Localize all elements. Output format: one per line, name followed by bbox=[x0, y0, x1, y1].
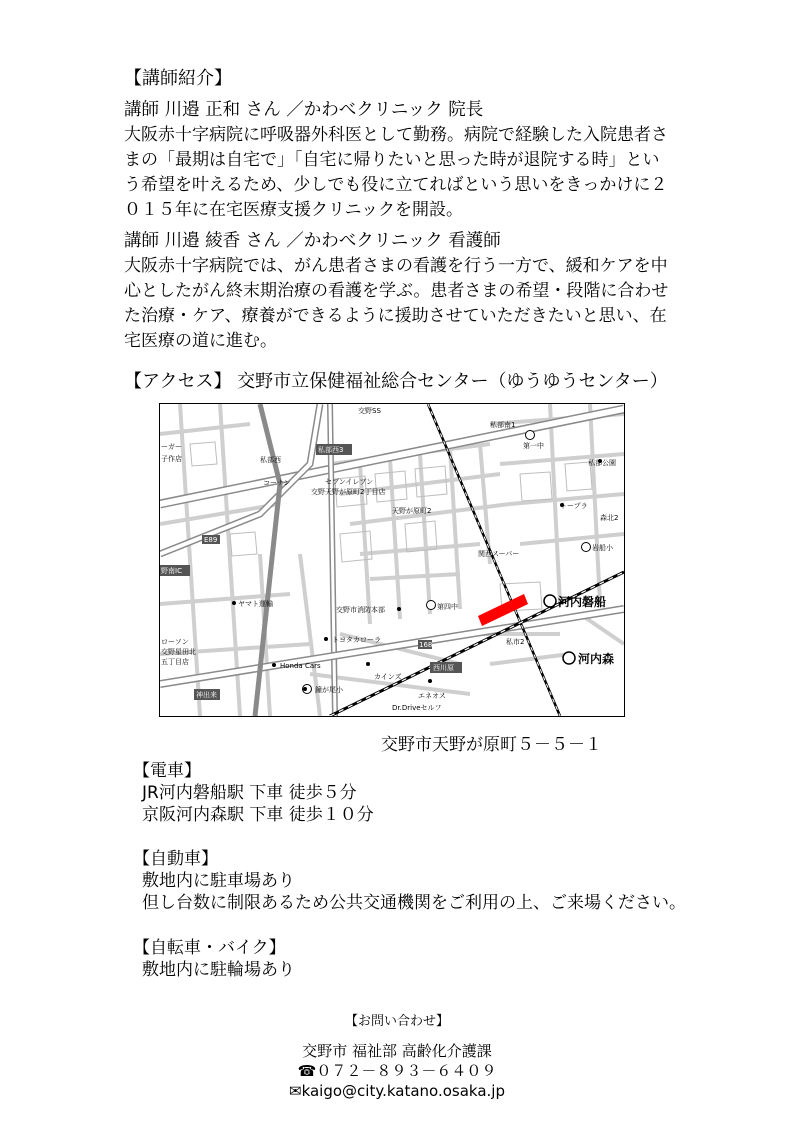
map-image bbox=[160, 404, 624, 716]
map-label-kisabe-nishi3: 私部西3 bbox=[318, 446, 344, 454]
contact-phone: ☎０７２－８９３－６４０９ bbox=[297, 1062, 497, 1080]
map-label-amanogahara2: 天野が原町2 bbox=[392, 507, 432, 515]
access-map bbox=[159, 403, 625, 717]
transport-car-line-1: 敷地内に駐車場あり bbox=[142, 871, 295, 891]
lecturer-1-name: 講師 川邉 正和 さん ／かわべクリニック 院長 bbox=[124, 100, 484, 120]
map-label-kisaichi2: 私市2 bbox=[506, 638, 525, 646]
map-label-cainz: カインズ bbox=[374, 673, 402, 681]
map-label-honda: Honda Cars bbox=[280, 662, 321, 670]
map-label-shobo: 交野市消防本部 bbox=[336, 606, 385, 614]
map-label-daiichi-chu: 第一中 bbox=[523, 442, 544, 450]
map-label-seven1: セブンイレブン bbox=[325, 478, 374, 486]
lecturer-1-description: 大阪赤十字病院に呼吸器外科医として勤務。病院で経験した入院患者さまの「最期は自宅で」「自宅に帰りたいと思った時が退院する時」という希望を叶えるため、少しでも役に立てればという思いをきっかけに２０１５年に在宅医療支援クリニックを開設。 bbox=[124, 125, 668, 220]
map-label-lawson3: 五丁目店 bbox=[161, 658, 189, 666]
contact-dept: 交野市 福祉部 高齢化介護課 bbox=[302, 1042, 492, 1060]
intro-heading: 【講師紹介】 bbox=[124, 68, 232, 89]
map-label-lawson2: 交野星田北 bbox=[161, 648, 196, 656]
transport-train bbox=[133, 760, 374, 826]
access-heading: 【アクセス】 交野市立保健福祉総合センター（ゆうゆうセンター） bbox=[124, 371, 668, 392]
map-label-katano-ss: 交野SS bbox=[358, 407, 381, 415]
map-label-kanegao: 鐘が尾小 bbox=[315, 686, 343, 694]
contact-email: ✉kaigo@city.katano.osaka.jp bbox=[289, 1082, 505, 1100]
transport-bicycle-heading: 【自転車・バイク】 bbox=[133, 938, 286, 958]
map-label-toyota: トヨタカローラ bbox=[332, 636, 381, 644]
map-label-yamato: ヤマト運輸 bbox=[238, 600, 273, 608]
map-label-kisabe-koen: 私部公園 bbox=[588, 459, 616, 467]
transport-train-heading: 【電車】 bbox=[133, 761, 201, 781]
map-label-kisabe-nishi: 私部西 bbox=[260, 456, 281, 464]
map-label-konan: コーナン bbox=[263, 479, 291, 487]
transport-train-line-1: JR河内磐船駅 下車 徒歩５分 bbox=[142, 783, 357, 803]
map-label-topura: トープラ bbox=[560, 502, 588, 510]
lecturer-2-name: 講師 川邉 綾香 さん ／かわべクリニック 看護師 bbox=[124, 231, 501, 251]
map-label-dai4chu: 第四中 bbox=[437, 603, 458, 611]
contact-block bbox=[0, 1010, 794, 1101]
map-label-kawachimori: 河内森 bbox=[578, 652, 615, 666]
map-label-kansai-super: 関西スーパー bbox=[478, 550, 520, 558]
transport-car-heading: 【自動車】 bbox=[133, 849, 218, 869]
map-label-lawson1: ローソン bbox=[161, 638, 189, 646]
map-label-seven2: 交野天野が原町2丁目店 bbox=[311, 488, 386, 496]
map-label-drdrive: Dr.Driveセルフ bbox=[392, 704, 442, 712]
transport-bicycle-line-1: 敷地内に駐輪場あり bbox=[142, 960, 295, 980]
map-label-kisabe-minami1: 私部南1 bbox=[490, 421, 516, 429]
map-label-e89: E89 bbox=[204, 536, 218, 544]
transport-bicycle bbox=[133, 937, 295, 981]
map-label-kamide: 神出来 bbox=[196, 691, 217, 699]
map-label-kawachi-iwafune: 河内磐船 bbox=[558, 595, 607, 609]
address: 交野市天野が原町５－５－１ bbox=[381, 735, 602, 755]
map-label-morikita2: 森北2 bbox=[600, 514, 619, 522]
map-label-ic: 野南IC bbox=[161, 567, 182, 575]
lecturer-1 bbox=[124, 98, 669, 223]
map-label-eneos: エネオス bbox=[418, 692, 446, 700]
map-label-kojiten: 子作店 bbox=[161, 455, 182, 463]
map-label-nishikawara: 西川原 bbox=[433, 664, 454, 672]
transport-car-line-2: 但し台数に制限あるため公共交通機関をご利用の上、ご来場ください。 bbox=[142, 893, 686, 913]
lecturer-2-description: 大阪赤十字病院では、がん患者さまの看護を行う一方で、緩和ケアを中心としたがん終末期治療の看護を学ぶ。患者さまの希望・段階に合わせた治療・ケア、療養ができるように援助させていただきたいと思い、在宅医療の道に進む。 bbox=[124, 256, 669, 351]
map-label-ga: ーガー bbox=[161, 443, 182, 451]
transport-train-line-2: 京阪河内森駅 下車 徒歩１０分 bbox=[142, 805, 374, 825]
contact-heading: 【お問い合わせ】 bbox=[344, 1014, 449, 1029]
transport-car bbox=[133, 848, 686, 914]
lecturer-2 bbox=[124, 229, 669, 354]
map-label-iwafune-sho: 岩船小 bbox=[592, 544, 613, 552]
map-label-r168: 168 bbox=[419, 641, 433, 649]
